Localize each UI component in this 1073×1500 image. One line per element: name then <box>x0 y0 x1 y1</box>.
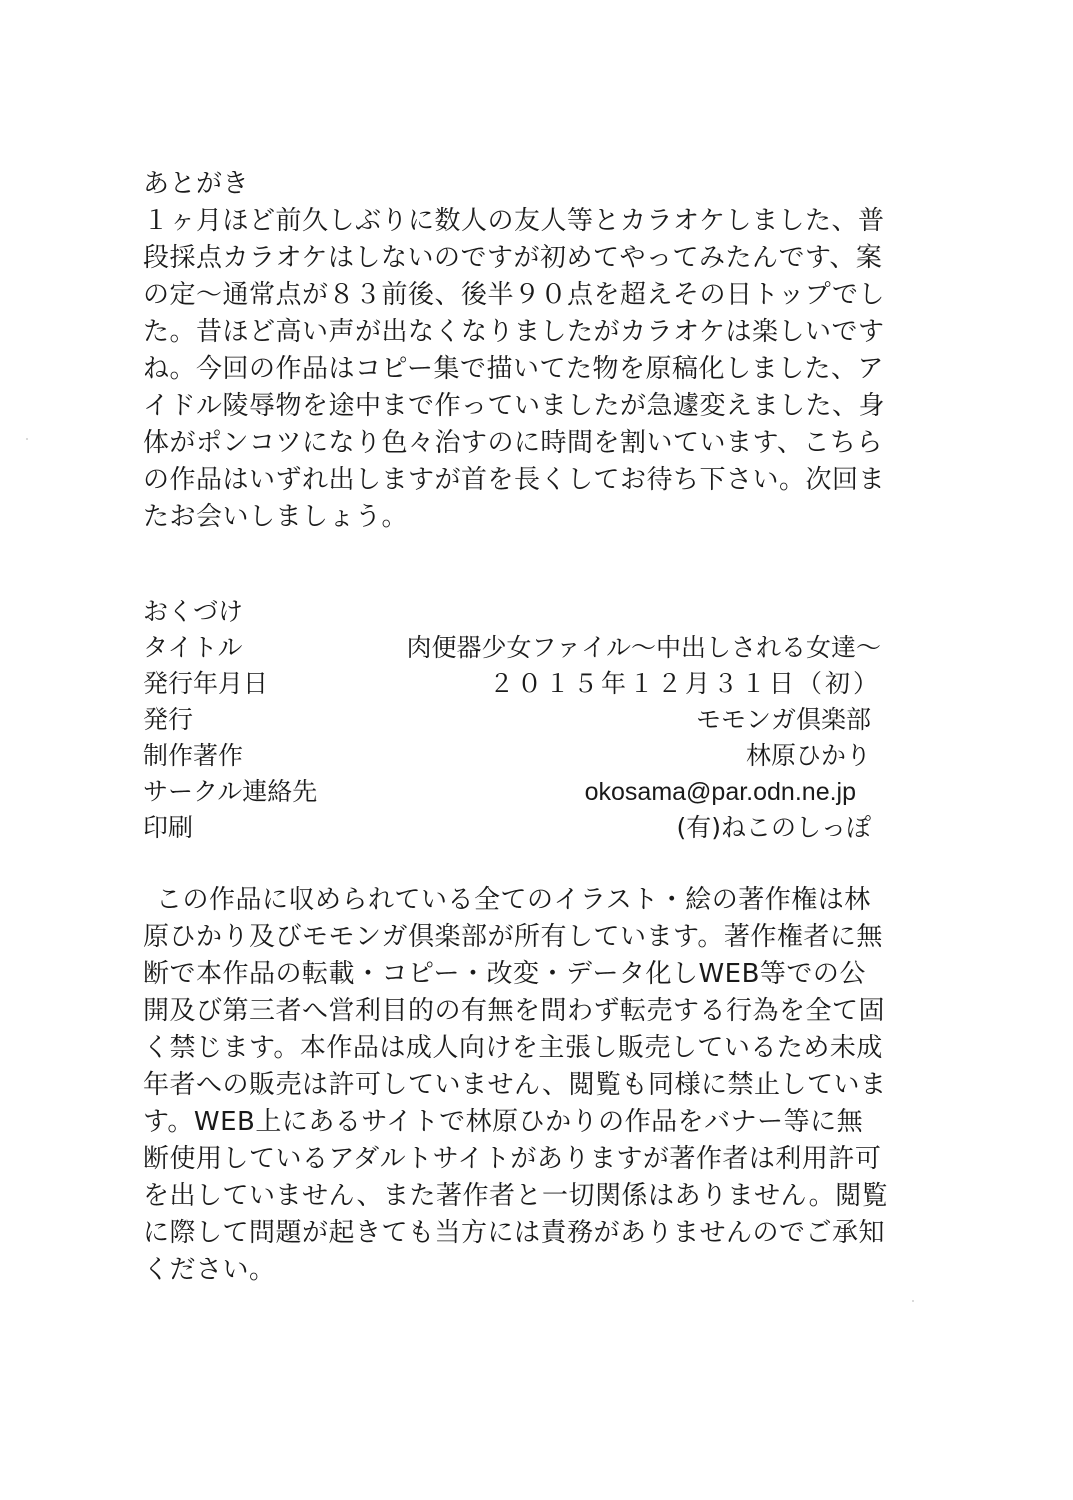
notice-line: に際して問題が起きても当方には責務がありませんのでご承知 <box>143 1218 886 1248</box>
afterword-line: た。昔ほど高い声が出なくなりましたがカラオケは楽しいです <box>143 317 885 347</box>
afterword-line: たお会いしましょう。 <box>143 502 409 532</box>
notice-line: 断で本作品の転載・コピー・改変・データ化しWEB等での公 <box>143 959 866 989</box>
notice-line: を出していません、また著作者と一切関係はありません。閲覧 <box>143 1181 889 1211</box>
colophon-label: サークル連絡先 <box>143 777 318 806</box>
afterword-line: の作品はいずれ出しますが首を長くしてお待ち下さい。次回ま <box>143 465 886 495</box>
colophon-label: 発行年月日 <box>143 669 269 698</box>
notice-line: この作品に収められている全てのイラスト・絵の著作権は林 <box>156 885 871 915</box>
colophon-row-date <box>143 666 911 702</box>
colophon-section <box>143 594 911 846</box>
colophon-label: 制作著作 <box>143 741 244 770</box>
afterword-line: １ヶ月ほど前久しぶりに数人の友人等とカラオケしました、普 <box>143 206 885 236</box>
afterword-line: ね。今回の作品はコピー集で描いてた物を原稿化しました、ア <box>143 354 884 384</box>
scan-speck <box>912 1300 914 1302</box>
colophon-heading-row <box>143 594 911 630</box>
colophon-label: 印刷 <box>143 813 194 842</box>
notice-line: 年者への販売は許可していません、閲覧も同様に禁止していま <box>143 1070 887 1100</box>
colophon-value: 林原ひかり <box>745 741 871 770</box>
colophon-value: ２０１５年１２月３１日（初） <box>488 669 881 698</box>
notice-line: 原ひかり及びモモンガ倶楽部が所有しています。著作権者に無 <box>143 922 883 952</box>
copyright-notice-section <box>143 882 911 1289</box>
colophon-row-title <box>143 630 911 666</box>
afterword-line: の定～通常点が８３前後、後半９０点を超えその日トップでし <box>143 280 886 310</box>
scan-speck <box>26 438 28 440</box>
notice-line: 断使用しているアダルトサイトがありますが著作者は利用許可 <box>143 1144 882 1174</box>
colophon-heading: おくづけ <box>143 597 244 626</box>
afterword-section <box>143 166 911 536</box>
afterword-line: 段採点カラオケはしないのですが初めてやってみたんです、案 <box>143 243 883 273</box>
colophon-value: (有)ねこのしっぽ <box>676 813 871 842</box>
colophon-label: タイトル <box>143 633 243 662</box>
colophon-value: okosama@par.odn.ne.jp <box>584 778 856 806</box>
colophon-row-printer <box>143 810 911 846</box>
colophon-row-contact <box>143 774 911 810</box>
afterword-line: 体がポンコツになり色々治すのに時間を割いています、こちら <box>143 428 883 458</box>
notice-line: す。WEB上にあるサイトで林原ひかりの作品をバナー等に無 <box>143 1107 864 1137</box>
notice-line: ください。 <box>143 1255 276 1285</box>
afterword-heading: あとがき <box>143 169 250 199</box>
colophon-row-publisher <box>143 702 911 738</box>
colophon-label: 発行 <box>143 705 194 734</box>
notice-line: 開及び第三者へ営利目的の有無を問わず転売する行為を全て固 <box>143 996 886 1026</box>
colophon-value: 肉便器少女ファイル～中出しされる女達～ <box>406 633 881 662</box>
colophon-value: モモンガ倶楽部 <box>695 705 871 734</box>
notice-line: く禁じます。本作品は成人向けを主張し販売しているため未成 <box>143 1033 883 1063</box>
colophon-row-author <box>143 738 911 774</box>
afterword-line: イドル陵辱物を途中まで作っていましたが急遽変えました、身 <box>143 391 886 421</box>
